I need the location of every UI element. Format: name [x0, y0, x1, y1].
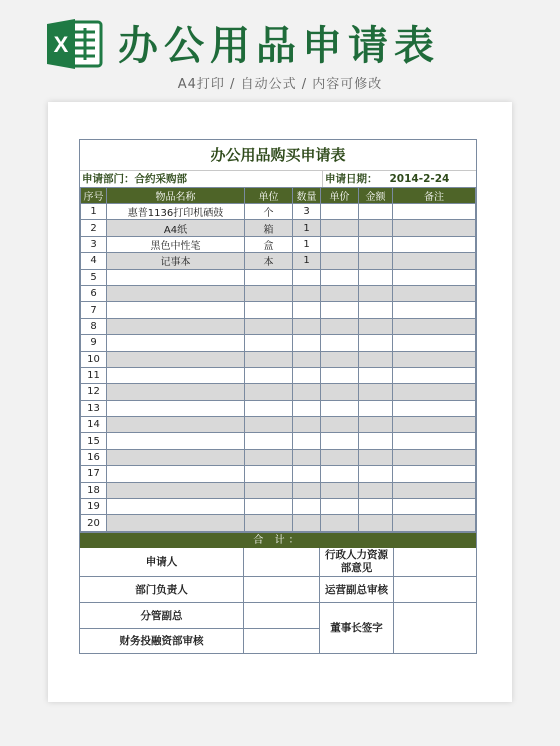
- col-header-index: 序号: [81, 188, 107, 204]
- cell-index: 20: [81, 515, 107, 531]
- spreadsheet-form: [79, 139, 477, 654]
- cell-remark[interactable]: [393, 269, 476, 285]
- cell-amount[interactable]: [359, 482, 393, 498]
- cell-qty[interactable]: [293, 318, 321, 334]
- cell-remark[interactable]: [393, 318, 476, 334]
- cell-remark[interactable]: [393, 499, 476, 515]
- cell-unit[interactable]: [245, 302, 293, 318]
- cell-remark[interactable]: [393, 302, 476, 318]
- cell-index: 11: [81, 367, 107, 383]
- cell-price[interactable]: [321, 482, 359, 498]
- cell-unit[interactable]: 本: [245, 253, 293, 269]
- col-header-name: 物品名称: [107, 188, 245, 204]
- cell-remark[interactable]: [393, 515, 476, 531]
- cell-unit[interactable]: 个: [245, 204, 293, 220]
- cell-unit[interactable]: [245, 285, 293, 301]
- col-header-remark: 备注: [393, 188, 476, 204]
- cell-price[interactable]: [321, 302, 359, 318]
- cell-unit[interactable]: [245, 433, 293, 449]
- cell-amount[interactable]: [359, 335, 393, 351]
- cell-name[interactable]: 黑色中性笔: [107, 236, 245, 252]
- svg-text:X: X: [53, 32, 69, 57]
- cell-price[interactable]: [321, 367, 359, 383]
- cell-price[interactable]: [321, 515, 359, 531]
- cell-index: 1: [81, 204, 107, 220]
- cell-qty[interactable]: 1: [293, 253, 321, 269]
- table-row: [81, 515, 476, 531]
- cell-amount[interactable]: [359, 400, 393, 416]
- cell-index: 14: [81, 417, 107, 433]
- table-row: [81, 285, 476, 301]
- cell-price[interactable]: [321, 466, 359, 482]
- cell-amount[interactable]: [359, 499, 393, 515]
- total-row: 合 计：: [80, 532, 476, 548]
- cell-name[interactable]: [107, 285, 245, 301]
- cell-unit[interactable]: [245, 466, 293, 482]
- cell-amount[interactable]: [359, 253, 393, 269]
- cell-remark[interactable]: [393, 466, 476, 482]
- cell-unit[interactable]: [245, 499, 293, 515]
- cell-price[interactable]: [321, 499, 359, 515]
- date-cell[interactable]: [323, 171, 476, 187]
- cell-index: 7: [81, 302, 107, 318]
- cell-remark[interactable]: [393, 285, 476, 301]
- table-row: [81, 220, 476, 236]
- cell-remark[interactable]: [393, 384, 476, 400]
- cell-price[interactable]: [321, 236, 359, 252]
- cell-unit[interactable]: [245, 269, 293, 285]
- cell-qty[interactable]: [293, 466, 321, 482]
- cell-remark[interactable]: [393, 400, 476, 416]
- cell-qty[interactable]: [293, 449, 321, 465]
- table-row: [81, 204, 476, 220]
- cell-name[interactable]: [107, 466, 245, 482]
- cell-amount[interactable]: [359, 285, 393, 301]
- department-label: 申请部门：: [82, 173, 135, 185]
- table-row: [81, 499, 476, 515]
- table-row: [81, 449, 476, 465]
- cell-qty[interactable]: [293, 384, 321, 400]
- cell-price[interactable]: [321, 220, 359, 236]
- page-subtitle: A4打印 / 自动公式 / 内容可修改: [177, 77, 383, 92]
- cell-qty[interactable]: [293, 433, 321, 449]
- cell-qty[interactable]: 1: [293, 236, 321, 252]
- cell-index: 15: [81, 433, 107, 449]
- table-row: [81, 351, 476, 367]
- applicant-label: 申请人: [80, 548, 244, 577]
- cell-qty[interactable]: [293, 482, 321, 498]
- cell-remark[interactable]: [393, 204, 476, 220]
- cell-name[interactable]: [107, 400, 245, 416]
- cell-unit[interactable]: [245, 318, 293, 334]
- cell-price[interactable]: [321, 417, 359, 433]
- cell-index: 6: [81, 285, 107, 301]
- cell-qty[interactable]: [293, 335, 321, 351]
- cell-price[interactable]: [321, 351, 359, 367]
- cell-qty[interactable]: [293, 499, 321, 515]
- cell-remark[interactable]: [393, 253, 476, 269]
- cell-amount[interactable]: [359, 433, 393, 449]
- items-table: [80, 187, 476, 532]
- cell-remark[interactable]: [393, 433, 476, 449]
- cell-price[interactable]: [321, 318, 359, 334]
- cell-index: 13: [81, 400, 107, 416]
- cell-name[interactable]: [107, 269, 245, 285]
- cell-name[interactable]: 记事本: [107, 253, 245, 269]
- cell-price[interactable]: [321, 335, 359, 351]
- cell-amount[interactable]: [359, 466, 393, 482]
- table-row: [81, 335, 476, 351]
- cell-amount[interactable]: [359, 351, 393, 367]
- info-row: [80, 171, 476, 187]
- cell-amount[interactable]: [359, 204, 393, 220]
- cell-unit[interactable]: [245, 400, 293, 416]
- col-header-unit: 单位: [245, 188, 293, 204]
- cell-amount[interactable]: [359, 449, 393, 465]
- table-header-row: [81, 188, 476, 204]
- hr-label: 行政人力资源部意见: [320, 548, 394, 577]
- excel-icon: [45, 18, 103, 70]
- cell-qty[interactable]: [293, 351, 321, 367]
- cell-remark[interactable]: [393, 367, 476, 383]
- table-row: [81, 384, 476, 400]
- paper-preview: [48, 102, 512, 702]
- table-row: [81, 367, 476, 383]
- cell-amount[interactable]: [359, 302, 393, 318]
- cell-index: 8: [81, 318, 107, 334]
- table-row: [81, 318, 476, 334]
- cell-price[interactable]: [321, 384, 359, 400]
- cell-qty[interactable]: 3: [293, 204, 321, 220]
- dept-head-sign-cell[interactable]: [244, 577, 320, 603]
- cell-qty[interactable]: [293, 417, 321, 433]
- cell-name[interactable]: [107, 302, 245, 318]
- cell-remark[interactable]: [393, 417, 476, 433]
- cell-index: 16: [81, 449, 107, 465]
- cell-index: 19: [81, 499, 107, 515]
- ops-sign-cell[interactable]: [394, 577, 476, 603]
- cell-amount[interactable]: [359, 236, 393, 252]
- cell-price[interactable]: [321, 269, 359, 285]
- cell-name[interactable]: 惠普1136打印机硒鼓: [107, 204, 245, 220]
- table-row: [81, 302, 476, 318]
- cell-unit[interactable]: [245, 449, 293, 465]
- table-row: [81, 482, 476, 498]
- cell-price[interactable]: [321, 253, 359, 269]
- vp-label: 分管副总: [80, 603, 244, 629]
- chair-sign-cell[interactable]: [394, 603, 476, 653]
- cell-qty[interactable]: [293, 269, 321, 285]
- cell-remark[interactable]: [393, 351, 476, 367]
- cell-remark[interactable]: [393, 335, 476, 351]
- col-header-qty: 数量: [293, 188, 321, 204]
- cell-price[interactable]: [321, 433, 359, 449]
- cell-price[interactable]: [321, 285, 359, 301]
- hr-sign-cell[interactable]: [394, 548, 476, 577]
- cell-amount[interactable]: [359, 384, 393, 400]
- col-header-amount: 金额: [359, 188, 393, 204]
- cell-name[interactable]: [107, 515, 245, 531]
- cell-index: 18: [81, 482, 107, 498]
- department-cell[interactable]: [80, 171, 323, 187]
- cell-amount[interactable]: [359, 318, 393, 334]
- chair-label: 董事长签字: [320, 603, 394, 653]
- cell-price[interactable]: [321, 449, 359, 465]
- applicant-sign-cell[interactable]: [244, 548, 320, 577]
- cell-index: 17: [81, 466, 107, 482]
- cell-name[interactable]: [107, 499, 245, 515]
- cell-name[interactable]: [107, 433, 245, 449]
- cell-index: 3: [81, 236, 107, 252]
- table-row: [81, 236, 476, 252]
- cell-amount[interactable]: [359, 515, 393, 531]
- cell-remark[interactable]: [393, 482, 476, 498]
- cell-name[interactable]: [107, 384, 245, 400]
- finance-sign-cell[interactable]: [244, 629, 320, 653]
- cell-amount[interactable]: [359, 220, 393, 236]
- finance-label: 财务投融资部审核: [80, 629, 244, 653]
- cell-unit[interactable]: [245, 384, 293, 400]
- dept-head-label: 部门负责人: [80, 577, 244, 603]
- cell-unit[interactable]: [245, 482, 293, 498]
- cell-unit[interactable]: 盒: [245, 236, 293, 252]
- cell-index: 12: [81, 384, 107, 400]
- cell-unit[interactable]: 箱: [245, 220, 293, 236]
- cell-unit[interactable]: [245, 417, 293, 433]
- cell-name[interactable]: A4纸: [107, 220, 245, 236]
- cell-amount[interactable]: [359, 367, 393, 383]
- cell-qty[interactable]: [293, 302, 321, 318]
- cell-index: 5: [81, 269, 107, 285]
- date-value: 2014-2-24: [389, 173, 450, 185]
- cell-name[interactable]: [107, 335, 245, 351]
- cell-index: 10: [81, 351, 107, 367]
- department-value: 合约采购部: [134, 173, 187, 185]
- ops-label: 运营副总审核: [320, 577, 394, 603]
- signature-grid: [80, 548, 476, 653]
- sheet-title: 办公用品购买申请表: [80, 140, 476, 171]
- table-row: [81, 466, 476, 482]
- cell-remark[interactable]: [393, 220, 476, 236]
- cell-name[interactable]: [107, 482, 245, 498]
- cell-name[interactable]: [107, 367, 245, 383]
- cell-index: 9: [81, 335, 107, 351]
- date-label: 申请日期：: [325, 173, 378, 185]
- cell-unit[interactable]: [245, 351, 293, 367]
- cell-index: 4: [81, 253, 107, 269]
- cell-index: 2: [81, 220, 107, 236]
- cell-qty[interactable]: [293, 400, 321, 416]
- cell-qty[interactable]: [293, 367, 321, 383]
- cell-price[interactable]: [321, 204, 359, 220]
- cell-price[interactable]: [321, 400, 359, 416]
- page-title: 办公用品申请表: [118, 22, 440, 69]
- table-row: [81, 433, 476, 449]
- cell-amount[interactable]: [359, 269, 393, 285]
- table-row: [81, 253, 476, 269]
- cell-unit[interactable]: [245, 367, 293, 383]
- table-body: [81, 204, 476, 532]
- page-header: [0, 0, 560, 100]
- cell-unit[interactable]: [245, 515, 293, 531]
- table-row: [81, 400, 476, 416]
- col-header-price: 单价: [321, 188, 359, 204]
- cell-name[interactable]: [107, 318, 245, 334]
- table-row: [81, 269, 476, 285]
- cell-name[interactable]: [107, 417, 245, 433]
- cell-qty[interactable]: 1: [293, 220, 321, 236]
- vp-sign-cell[interactable]: [244, 603, 320, 629]
- cell-remark[interactable]: [393, 236, 476, 252]
- table-row: [81, 417, 476, 433]
- cell-unit[interactable]: [245, 335, 293, 351]
- cell-qty[interactable]: [293, 285, 321, 301]
- cell-amount[interactable]: [359, 417, 393, 433]
- cell-remark[interactable]: [393, 449, 476, 465]
- cell-name[interactable]: [107, 449, 245, 465]
- cell-qty[interactable]: [293, 515, 321, 531]
- cell-name[interactable]: [107, 351, 245, 367]
